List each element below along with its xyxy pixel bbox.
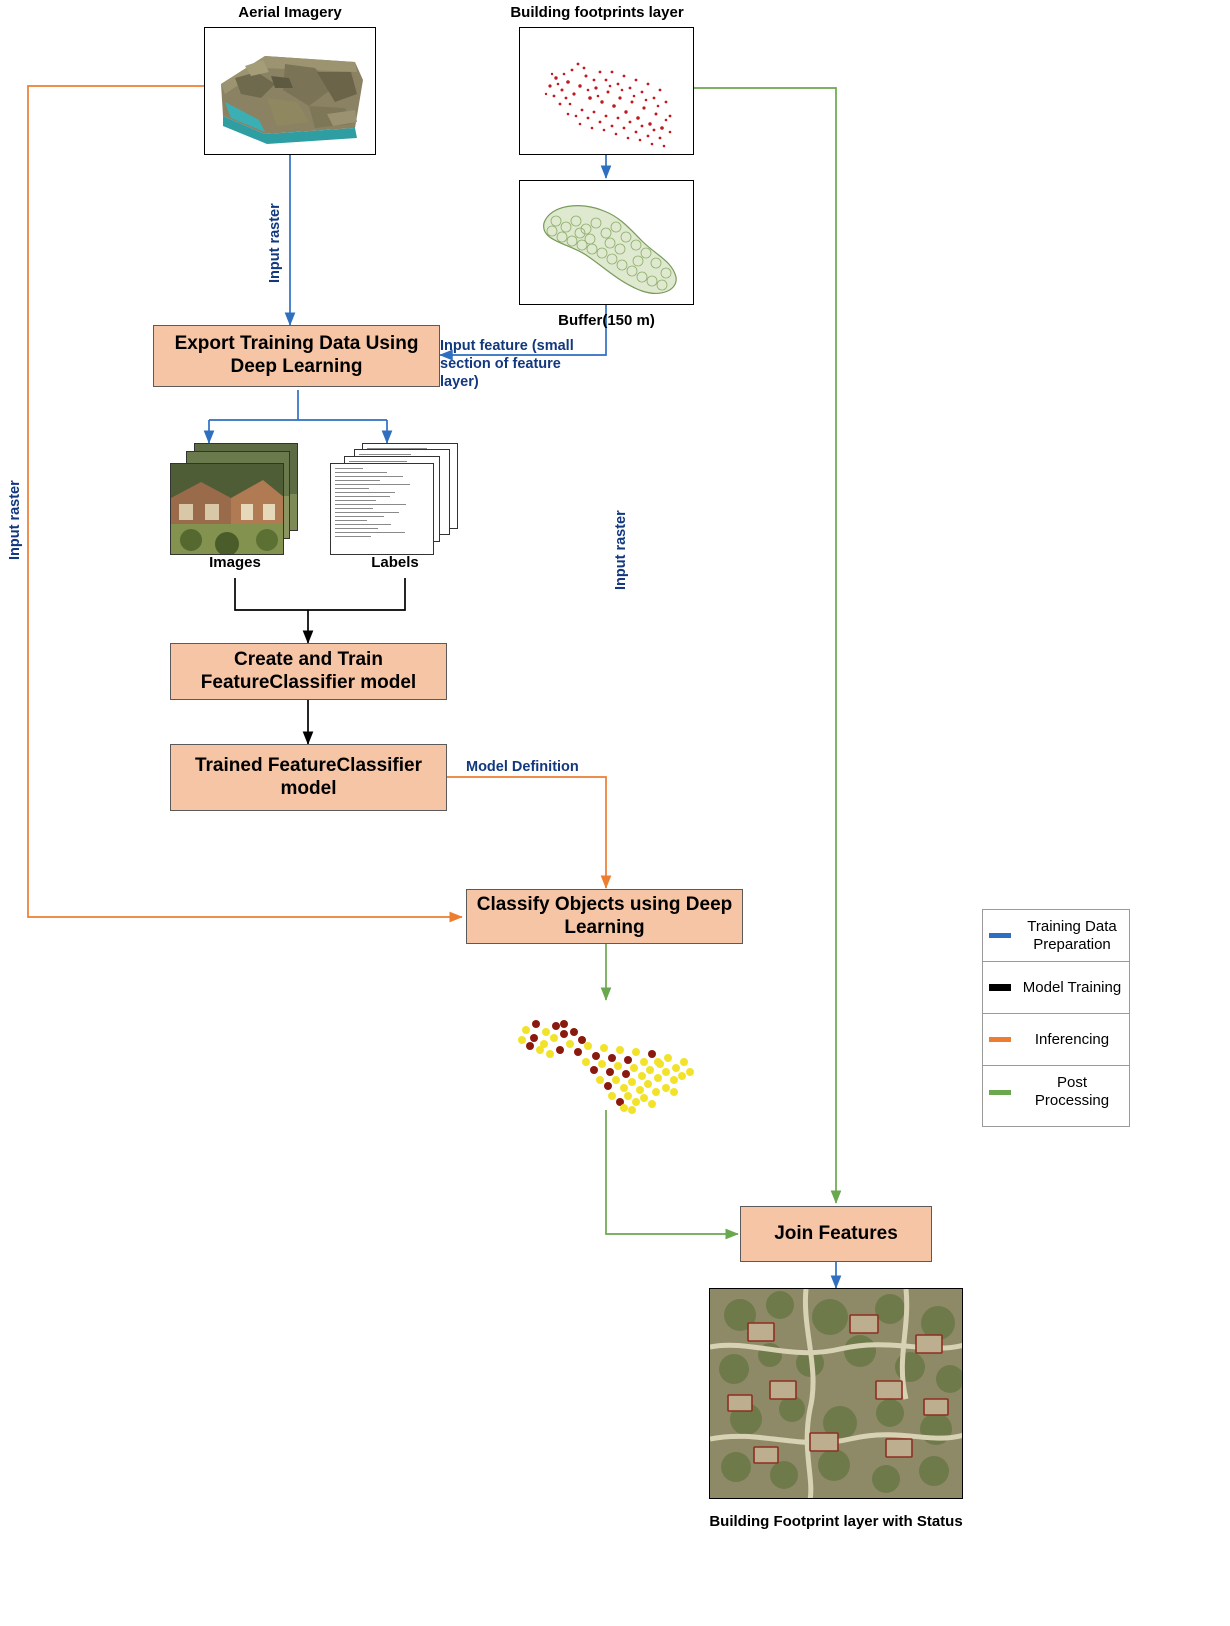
legend-label-inferencing: Inferencing bbox=[1034, 1030, 1110, 1048]
building-footprints-title: Building footprints layer bbox=[510, 4, 684, 21]
building-footprints-image bbox=[519, 27, 694, 155]
legend-label-model-training: Model Training bbox=[1022, 978, 1122, 996]
labels-caption: Labels bbox=[371, 554, 419, 571]
edge-label-input-raster-mid: Input raster bbox=[613, 510, 629, 590]
images-card-front bbox=[170, 463, 284, 555]
legend-label-post-processing: Post Processing bbox=[1034, 1074, 1110, 1109]
labels-stack bbox=[330, 443, 460, 563]
aerial-imagery-title: Aerial Imagery bbox=[238, 4, 342, 21]
labels-card-front bbox=[330, 463, 434, 555]
legend-swatch-training bbox=[989, 933, 1011, 938]
buffer-image bbox=[519, 180, 694, 305]
legend-label-training: Training Data Preparation bbox=[1027, 917, 1117, 953]
create-train-model-label: Create and Train FeatureClassifier model bbox=[200, 648, 417, 693]
create-train-model-node[interactable] bbox=[170, 643, 447, 700]
legend-item-inferencing bbox=[983, 1014, 1129, 1066]
aerial-imagery-image bbox=[204, 27, 376, 155]
trained-model-label: Trained FeatureClassifier model bbox=[194, 754, 423, 799]
classify-objects-label: Classify Objects using Deep Learning bbox=[476, 893, 733, 938]
export-training-data-node[interactable] bbox=[153, 325, 440, 387]
edge-label-model-definition: Model Definition bbox=[466, 759, 579, 775]
legend-swatch-model-training bbox=[989, 984, 1011, 991]
legend-swatch-post-processing bbox=[989, 1090, 1011, 1095]
buffer-title: Buffer(150 m) bbox=[558, 312, 655, 329]
edge-label-input-raster-top: Input raster bbox=[267, 203, 283, 283]
legend-item-post-processing bbox=[983, 1066, 1129, 1118]
classified-points-image bbox=[500, 1002, 710, 1114]
labels-code-lines-front bbox=[335, 468, 429, 550]
legend bbox=[982, 909, 1130, 1127]
images-caption: Images bbox=[209, 554, 261, 571]
classify-objects-node[interactable] bbox=[466, 889, 743, 944]
legend-swatch-inferencing bbox=[989, 1037, 1011, 1042]
legend-item-training bbox=[983, 910, 1129, 962]
edge-label-input-raster-left: Input raster bbox=[7, 480, 23, 560]
legend-item-model-training bbox=[983, 962, 1129, 1014]
images-stack bbox=[170, 443, 300, 563]
edge-label-input-feature: Input feature (small section of feature layer) bbox=[440, 338, 574, 391]
result-image bbox=[709, 1288, 963, 1499]
result-title: Building Footprint layer with Status bbox=[709, 1513, 963, 1530]
export-training-data-label: Export Training Data Using Deep Learning bbox=[174, 333, 419, 377]
join-features-node[interactable] bbox=[740, 1206, 932, 1262]
trained-model-node[interactable] bbox=[170, 744, 447, 811]
join-features-label: Join Features bbox=[774, 1222, 898, 1244]
